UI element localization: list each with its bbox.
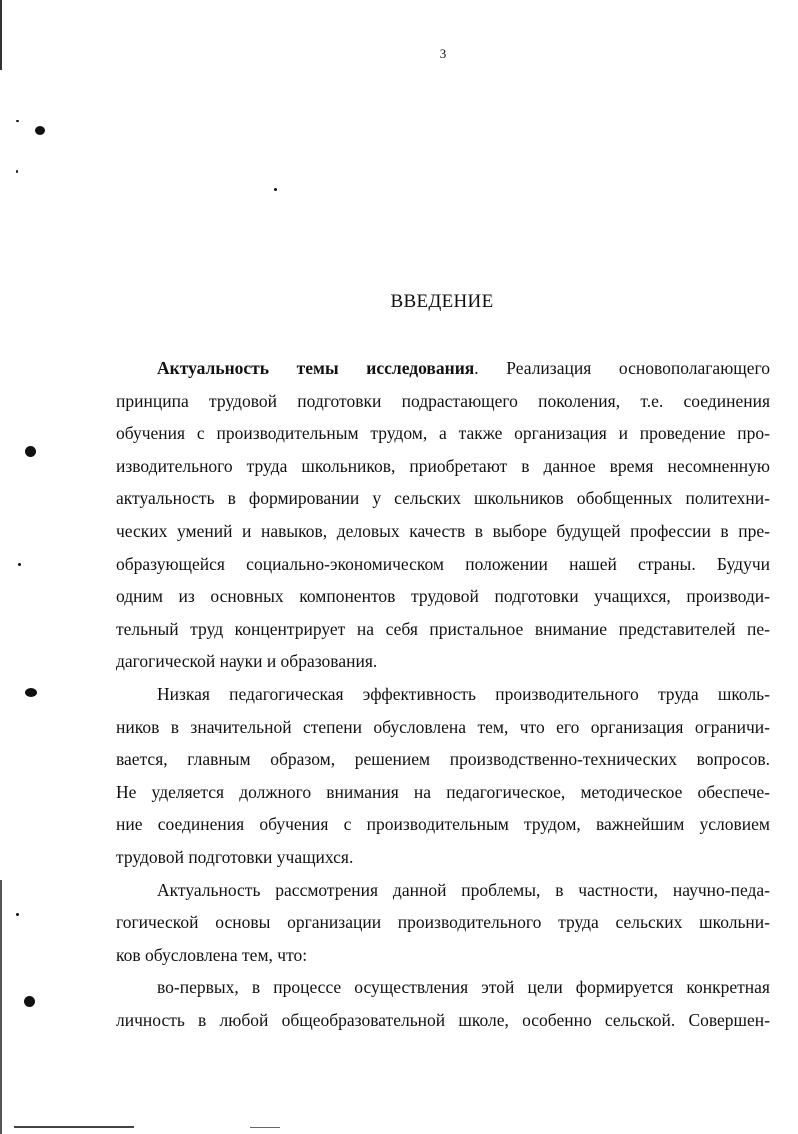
text-line: образующейся социально-экономическом положении нашей страны. Будучи [116, 553, 770, 574]
scan-speck [18, 563, 21, 566]
text-line: актуальность в формировании у сельских школьников обобщенных политехни- [116, 488, 770, 509]
scan-speck [25, 688, 37, 697]
text-line: дагогической науки и образования. [116, 651, 378, 672]
body-text [116, 352, 770, 1036]
text-line: ков обусловлена тем, что: [116, 944, 308, 965]
text-line: обучения с производительным трудом, а также организация и проведение про- [116, 423, 770, 444]
text-line: принципа трудовой подготовки подрастающего поколения, т.е. соединения [116, 390, 770, 411]
bold-phrase: Актуальность темы исследования [157, 358, 475, 378]
text-line: гогической основы организации производительного труда сельских школьни- [116, 912, 770, 933]
text-line: вается, главным образом, решением производственно-технических вопросов. [116, 749, 770, 770]
scan-speck [35, 126, 45, 135]
text-line: тельный труд концентрирует на себя пристальное внимание представителей пе- [116, 618, 770, 639]
text-line: во-первых, в процессе осуществления этой цели формируется конкретная [157, 977, 770, 998]
scan-speck [16, 120, 19, 122]
text-line: Не уделяется должного внимания на педагогическое, методическое обеспече- [116, 781, 770, 802]
line-text: . Реализация основополагающего [474, 358, 771, 378]
section-heading: ВВЕДЕНИЕ [390, 291, 494, 312]
scan-speck [25, 446, 36, 457]
scan-speck [274, 188, 277, 191]
text-line: личность в любой общеобразовательной школе, особенно сельской. Совершен- [116, 1009, 770, 1030]
text-line: трудовой подготовки учащихся. [116, 846, 354, 867]
text-line: ние соединения обучения с производительным трудом, важнейшим условием [116, 814, 770, 835]
text-line: ников в значительной степени обусловлена тем, что его организация ограничи- [116, 716, 770, 737]
scan-speck [16, 913, 19, 916]
scan-speck [16, 170, 18, 173]
text-line: изводительного труда школьников, приобретают в данное время несомненную [116, 455, 770, 476]
text-line: Актуальность рассмотрения данной проблемы, в частности, научно-педа- [157, 879, 770, 900]
scan-bottom-rule [250, 1127, 280, 1128]
page-number: 3 [439, 46, 447, 61]
text-line: одним из основных компонентов трудовой подготовки учащихся, производи- [116, 586, 770, 607]
scan-speck [24, 996, 35, 1007]
text-line: Низкая педагогическая эффективность производительного труда школь- [157, 683, 770, 704]
scan-left-edge [0, 0, 2, 1134]
text-line: ческих умений и навыков, деловых качеств в выборе будущей профессии в пре- [116, 520, 770, 541]
scan-bottom-rule [14, 1126, 134, 1128]
text-line [116, 352, 770, 385]
